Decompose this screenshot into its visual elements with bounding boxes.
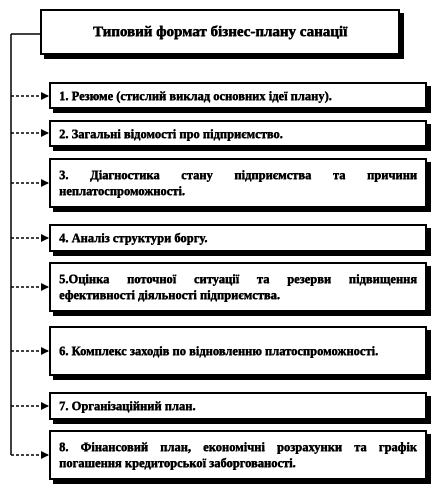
diagram-title-box	[40, 9, 400, 55]
plan-section-box	[49, 224, 427, 252]
plan-section-label: 5.Оцінка поточної ситуації та резерви підвищення ефективності діяльності підприємства.	[59, 272, 417, 302]
plan-section-label: 6. Комплекс заходів по відновленню платоспроможності.	[59, 344, 379, 358]
diagram-title: Типовий формат бізнес-плану санації	[92, 24, 348, 40]
plan-section-box	[49, 120, 427, 147]
plan-section-box	[49, 262, 427, 312]
plan-section-box	[49, 430, 427, 480]
plan-section-box	[49, 158, 427, 208]
plan-section-box	[49, 392, 427, 420]
plan-section-label: 8. Фінансовий план, економічні розрахунки та графік погашення кредиторської заборгованості.	[59, 440, 417, 470]
plan-section-label: 3. Діагностика стану підприємства та причини неплатоспроможності.	[59, 168, 417, 198]
plan-section-label: 4. Аналіз структури боргу.	[59, 231, 208, 245]
plan-section-box	[49, 326, 427, 376]
plan-section-box	[49, 82, 427, 109]
plan-section-label: 7. Організаційний план.	[59, 399, 196, 413]
plan-section-label: 2. Загальні відомості про підприємство.	[59, 126, 283, 141]
plan-section-label: 1. Резюме (стислий виклад основних ідеї плану).	[59, 88, 332, 103]
